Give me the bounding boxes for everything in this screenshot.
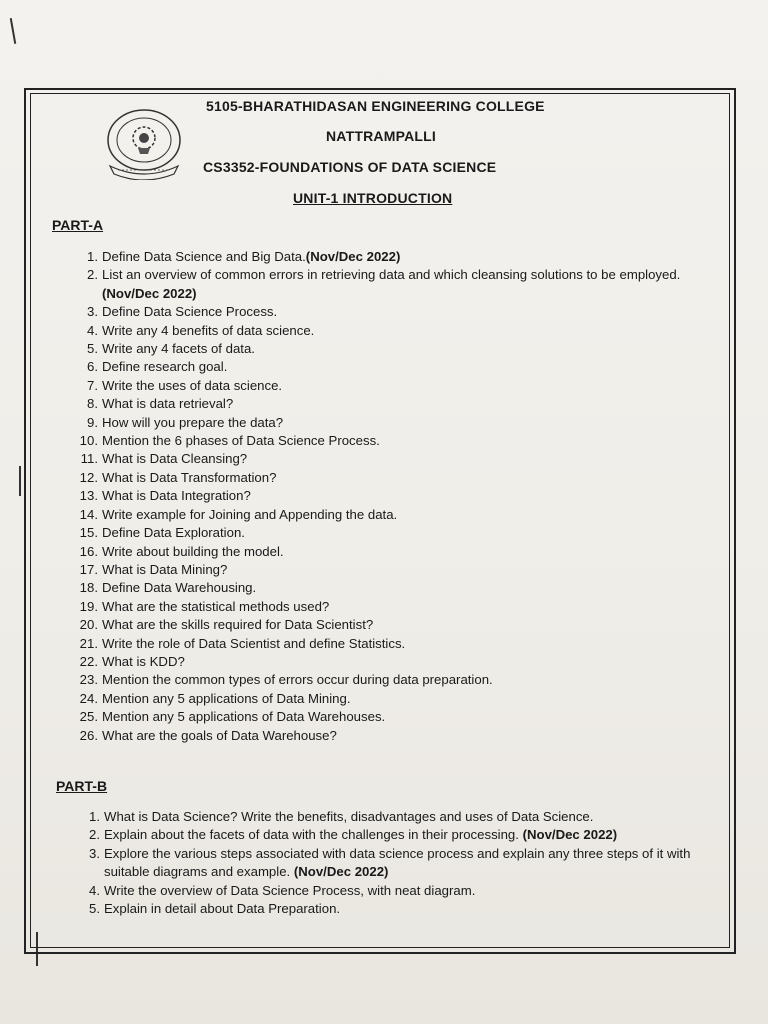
question-number: 6.	[87, 359, 98, 375]
question-item	[76, 432, 716, 450]
part-b-question-list	[78, 808, 718, 918]
question-number: 4.	[89, 882, 100, 898]
question-number: 23.	[79, 672, 98, 688]
question-text: Define Data Science and Big Data.	[102, 249, 306, 264]
question-item	[76, 266, 716, 303]
question-item	[76, 579, 716, 597]
question-item	[76, 561, 716, 579]
question-number: 1.	[87, 249, 98, 264]
question-number: 8.	[87, 396, 98, 412]
question-text: What is Data Integration?	[102, 488, 251, 504]
question-text: Mention the common types of errors occur during data preparation.	[102, 672, 493, 688]
question-item	[76, 303, 716, 321]
part-a-question-list	[76, 248, 716, 745]
question-item	[76, 487, 716, 505]
question-text: Mention the 6 phases of Data Science Process.	[102, 433, 380, 449]
exam-session-tag: (Nov/Dec 2022)	[305, 249, 401, 264]
question-text: Define Data Exploration.	[102, 525, 245, 541]
question-text: What is Data Mining?	[102, 561, 228, 577]
question-item	[76, 671, 716, 689]
question-number: 20.	[79, 617, 98, 633]
question-number: 26.	[79, 727, 98, 743]
question-text: What are the statistical methods used?	[102, 598, 330, 614]
question-item	[78, 845, 718, 882]
college-name: 5105-BHARATHIDASAN ENGINEERING COLLEGE	[206, 98, 545, 114]
question-item	[78, 808, 718, 826]
unit-title: UNIT-1 INTRODUCTION	[293, 190, 453, 206]
question-item	[76, 506, 716, 524]
college-seal-icon	[104, 108, 184, 180]
question-item	[76, 598, 716, 616]
question-item	[76, 377, 716, 395]
question-number: 9.	[87, 414, 98, 430]
question-number: 7.	[87, 377, 98, 393]
question-text: What is Data Cleansing?	[102, 451, 248, 467]
question-text: Write the uses of data science.	[102, 377, 283, 393]
question-text: Mention any 5 applications of Data Warehouses.	[102, 709, 386, 725]
question-item	[78, 882, 718, 900]
question-number: 13.	[79, 488, 98, 504]
pen-mark	[19, 466, 21, 496]
question-text: Write the overview of Data Science Process, with neat diagram.	[104, 882, 476, 898]
question-item	[76, 414, 716, 432]
question-item	[76, 543, 716, 561]
question-number: 2.	[87, 267, 98, 283]
question-text: Explain about the facets of data with the challenges in their processing.	[104, 827, 523, 843]
part-a-heading: PART-A	[52, 217, 104, 233]
question-text: How will you prepare the data?	[102, 414, 284, 430]
question-number: 18.	[79, 580, 98, 596]
exam-session-tag: (Nov/Dec 2022)	[102, 285, 197, 301]
question-number: 10.	[79, 433, 98, 449]
question-text: What are the skills required for Data Scientist?	[102, 617, 374, 633]
question-text: Define Data Warehousing.	[102, 580, 257, 596]
question-item	[76, 653, 716, 671]
question-text: Write about building the model.	[102, 543, 284, 559]
question-text: What is KDD?	[102, 653, 185, 669]
question-number: 22.	[79, 653, 98, 669]
question-number: 3.	[89, 845, 100, 861]
question-item	[76, 395, 716, 413]
question-item	[76, 690, 716, 708]
question-text: Explain in detail about Data Preparation.	[104, 901, 341, 917]
question-text: Write any 4 facets of data.	[102, 341, 255, 357]
question-text: What is Data Science? Write the benefits, disadvantages and uses of Data Science.	[104, 809, 594, 824]
question-item	[76, 340, 716, 358]
question-text: What is data retrieval?	[102, 396, 234, 412]
question-text: Define research goal.	[102, 359, 228, 375]
question-number: 11.	[80, 451, 98, 467]
question-number: 25.	[79, 709, 98, 725]
question-text: Write example for Joining and Appending the data.	[102, 506, 398, 522]
question-text: List an overview of common errors in retrieving data and which cleansing solutions to be employed.	[102, 267, 681, 283]
question-text: Write the role of Data Scientist and define Statistics.	[102, 635, 406, 651]
question-number: 1.	[89, 809, 100, 824]
question-item	[76, 322, 716, 340]
question-text: What are the goals of Data Warehouse?	[102, 727, 337, 743]
question-number: 15.	[79, 525, 98, 541]
question-item	[78, 826, 718, 844]
question-item	[76, 450, 716, 468]
question-number: 16.	[79, 543, 98, 559]
question-text: What is Data Transformation?	[102, 469, 277, 485]
question-item	[76, 469, 716, 487]
exam-session-tag: (Nov/Dec 2022)	[293, 864, 389, 880]
college-location: NATTRAMPALLI	[326, 128, 436, 144]
question-number: 21.	[79, 635, 98, 651]
question-number: 12.	[79, 469, 98, 485]
question-item	[76, 524, 716, 542]
question-item	[76, 248, 716, 266]
exam-session-tag: (Nov/Dec 2022)	[522, 827, 618, 843]
question-item	[76, 358, 716, 376]
question-item	[76, 635, 716, 653]
question-item	[76, 727, 716, 745]
question-item	[76, 708, 716, 726]
question-number: 2.	[89, 827, 100, 843]
question-number: 17.	[79, 561, 98, 577]
question-text: Mention any 5 applications of Data Mining.	[102, 690, 351, 706]
question-text: Define Data Science Process.	[102, 304, 278, 320]
question-number: 19.	[79, 598, 98, 614]
question-number: 24.	[79, 690, 98, 706]
question-number: 4.	[87, 322, 98, 338]
question-number: 3.	[87, 304, 98, 320]
question-text: Write any 4 benefits of data science.	[102, 322, 315, 338]
part-b-heading: PART-B	[56, 778, 108, 794]
question-number: 5.	[87, 341, 98, 357]
question-number: 14.	[79, 506, 98, 522]
question-number: 5.	[89, 901, 100, 917]
question-item	[78, 900, 718, 918]
course-title: CS3352-FOUNDATIONS OF DATA SCIENCE	[203, 159, 497, 175]
question-text: Explore the various steps associated with data science process and explain any three steps of it with suitable diagrams and example.	[104, 845, 691, 880]
question-item	[76, 616, 716, 634]
